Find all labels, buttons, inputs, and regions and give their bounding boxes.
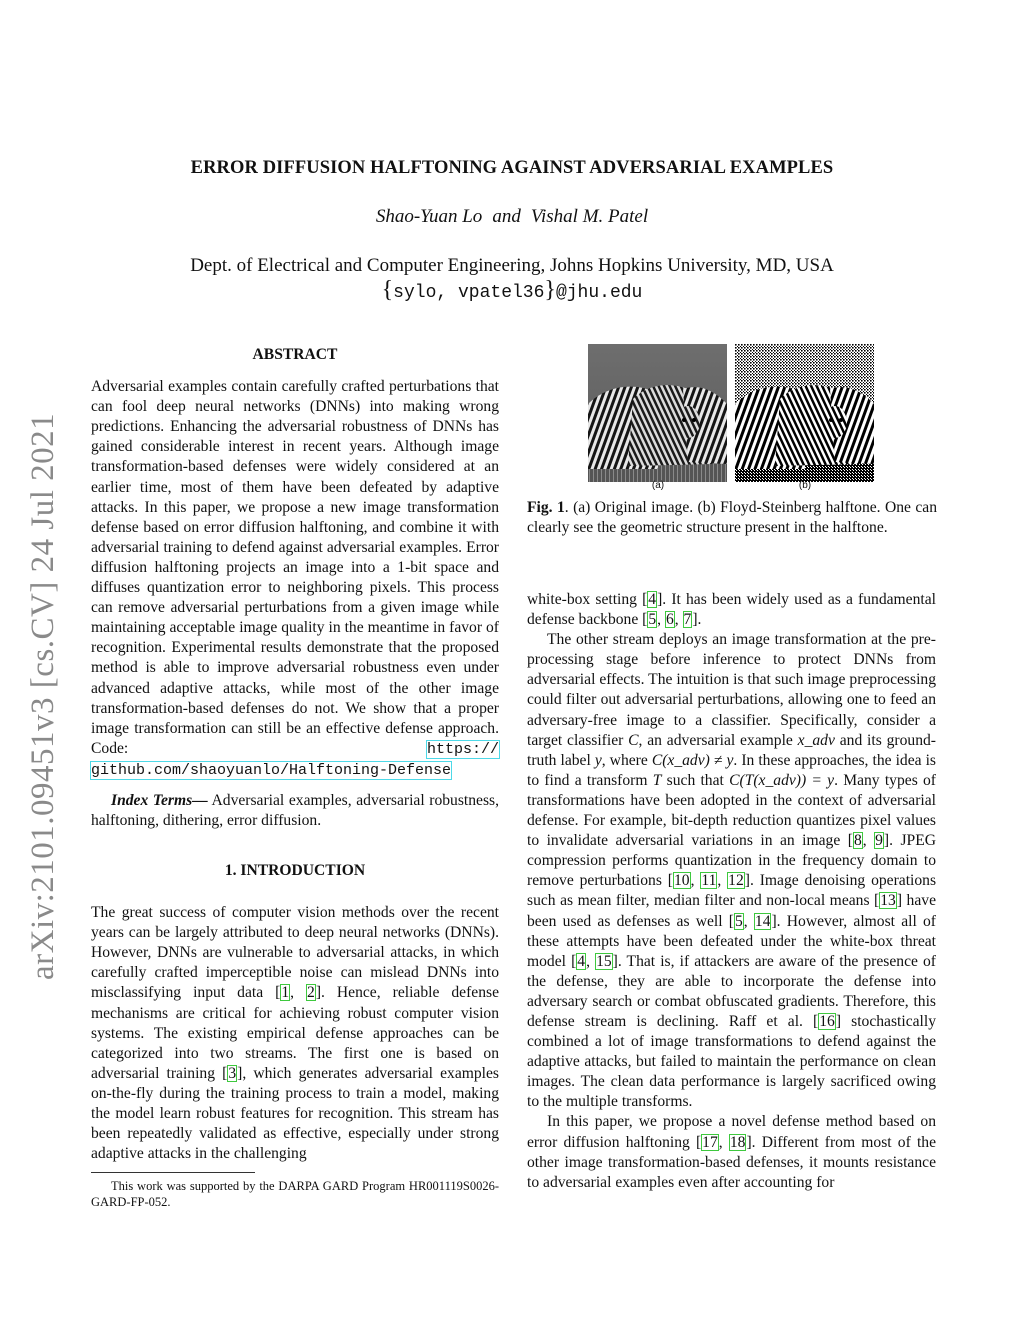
introduction-continued <box>527 590 936 1193</box>
citation[interactable]: 7 <box>683 611 692 629</box>
arxiv-identifier: arXiv:2101.09451v3 [cs.CV] 24 Jul 2021 <box>25 412 61 980</box>
citation[interactable]: 4 <box>577 952 586 970</box>
footnote: This work was supported by the DARPA GARD Program HR001119S0026-GARD-FP-052. <box>91 1179 499 1209</box>
citation[interactable]: 13 <box>880 892 896 910</box>
index-terms: Index Terms— Adversarial examples, adversarial robustness, halftoning, dithering, error diffusion. <box>91 791 500 830</box>
subfigure-label-b: (b) <box>798 480 812 491</box>
figure-caption-label: Fig. 1 <box>527 499 565 516</box>
citation[interactable]: 10 <box>673 872 690 890</box>
abstract-section <box>91 345 499 831</box>
code-link[interactable]: https:// <box>426 740 499 758</box>
code-link-continued[interactable]: github.com/shaoyuanlo/Halftoning-Defense <box>91 761 452 779</box>
introduction-heading: 1. INTRODUCTION <box>224 862 366 879</box>
authors <box>60 206 964 228</box>
citation[interactable]: 16 <box>819 1012 835 1030</box>
citation[interactable]: 6 <box>665 611 674 629</box>
citation[interactable]: 3 <box>228 1064 237 1082</box>
introduction-paragraph: The great success of computer vision methods over the recent years can be largely attributed to deep neural networks (DNNs). However, DNNs are vulnerable to adversarial attacks, in which carefully crafted imperceptible noise can mislead DNNs into misclassifying input data [1, 2]. Hence, reliable defense mechanisms are critical for achieving robust computer vision systems. The existing empirical defense approaches can be categorized into two streams. The first one is based on adversarial training [3], which generates adversarial examples on-the-fly during the training process to train a model, making the model learn robust features for recognition. This stream has been repeatedly validated as effective, especially under strong adaptive attacks in the challenging <box>91 904 499 1163</box>
citation[interactable]: 4 <box>648 591 657 608</box>
paragraph: The other stream deploys an image transformation at the pre-processing stage before inference to protect DNNs from adversarial effects. The intuition is that such image preprocessing could filter out adversarial perturbations, allowing one to feed an adversary-free image to a classifier. Specifically, consider a target classifier C, an adversarial example x_adv and its ground-truth label y, where C(x_adv) ≠ y. In these approaches, the idea is to find a transform T such that C(T(x_adv)) = y. Many types of transformations have been adopted in the context of adversarial defense. For example, bit-depth reduction quantizes pixel values to invalidate adversarial variations in an image [8, 9]. JPEG compression performs quantization in the frequency domain to remove perturbations [10, 11, 12]. Image denoising operations such as mean filter, median filter and non-local means [13] have been used as defenses as well [5, 14]. However, almost all of these attempts have been defeated under the white-box threat model [4, 15]. That is, if attackers are aware of the presence of the defense, they are able to incorporate the defense into adversary search or combat obfuscated gradients. Therefore, this defense stream is declining. Raff et al. [16] stochastically combined a lot of image transformations to defend against the adaptive attacks, but failed to maintain the performance on clean images. The clean data performance is largely sacrificed owing to the multiple transforms. <box>527 631 937 1111</box>
citation[interactable]: 2 <box>307 984 315 1002</box>
email-domain: @jhu.edu <box>555 283 643 303</box>
author-1: Shao-Yuan Lo <box>375 206 483 227</box>
citation[interactable]: 17 <box>702 1133 718 1151</box>
paper-title: ERROR DIFFUSION HALFTONING AGAINST ADVERSARIAL EXAMPLES <box>190 158 834 178</box>
email-users: sylo, vpatel36 <box>393 283 545 303</box>
citation[interactable]: 5 <box>648 611 657 629</box>
abstract-body: Adversarial examples contain carefully crafted perturbations that can fool deep neural networks (DNNs) into making wrong predictions. Enhancing the adversarial robustness of DNNs has gained considerable interest in recent years. Although image transformation-based defenses were widely considered at an earlier time, most of them have been defeated by adaptive attacks. In this paper, we propose a new image transformation defense based on error diffusion halftoning, and combine it with adversarial training to defend against adversarial examples. Error diffusion halftoning projects an image into a 1-bit space and diffuses quantization error to neighboring pixels. This process can remove adversarial perturbations from a given image while maintaining acceptable image quality in the meantime in favor of recognition. Experimental results demonstrate that the proposed method is able to improve adversarial robustness even under advanced adaptive attacks, while most of the other image transformation-based defenses do not. We show that a proper image transformation can still be an effective defense approach. Code: https:// github.com/shaoyuanlo/Halftoning-Defense <box>91 378 499 779</box>
citation[interactable]: 18 <box>729 1133 746 1151</box>
email: {sylo, vpatel36}@jhu.edu <box>381 277 643 303</box>
citation[interactable]: 1 <box>281 984 290 1002</box>
paragraph: In this paper, we propose a novel defense method based on error diffusion halftoning [17, 18]. Different from most of the other image transformation-based defenses, it mounts resistance to adversarial examples even after accounting for <box>527 1113 937 1191</box>
citation[interactable]: 9 <box>875 832 883 850</box>
citation[interactable]: 8 <box>853 832 862 850</box>
author-conjunction: and <box>492 206 521 227</box>
subfigure-label-a: (a) <box>651 480 665 491</box>
figure-caption: Fig. 1. (a) Original image. (b) Floyd-Steinberg halftone. One can clearly see the geometric structure present in the halftone. <box>527 499 937 537</box>
footnote-rule <box>91 1172 255 1173</box>
citation[interactable]: 11 <box>701 872 717 890</box>
abstract-heading: ABSTRACT <box>252 346 338 363</box>
introduction-section <box>91 861 499 1164</box>
author-2: Vishal M. Patel <box>530 206 649 227</box>
figure-original-image <box>588 344 727 482</box>
paragraph: white-box setting [4]. It has been widely used as a fundamental defense backbone [5, 6, 7]. <box>527 591 936 629</box>
citation[interactable]: 5 <box>734 912 743 930</box>
figure-halftone-image <box>735 344 874 482</box>
citation[interactable]: 12 <box>728 872 744 890</box>
index-terms-label: Index Terms— <box>111 791 208 809</box>
affiliation: Dept. of Electrical and Computer Engineering, Johns Hopkins University, MD, USA <box>190 255 834 276</box>
citation[interactable]: 15 <box>596 952 612 970</box>
citation[interactable]: 14 <box>754 912 771 930</box>
